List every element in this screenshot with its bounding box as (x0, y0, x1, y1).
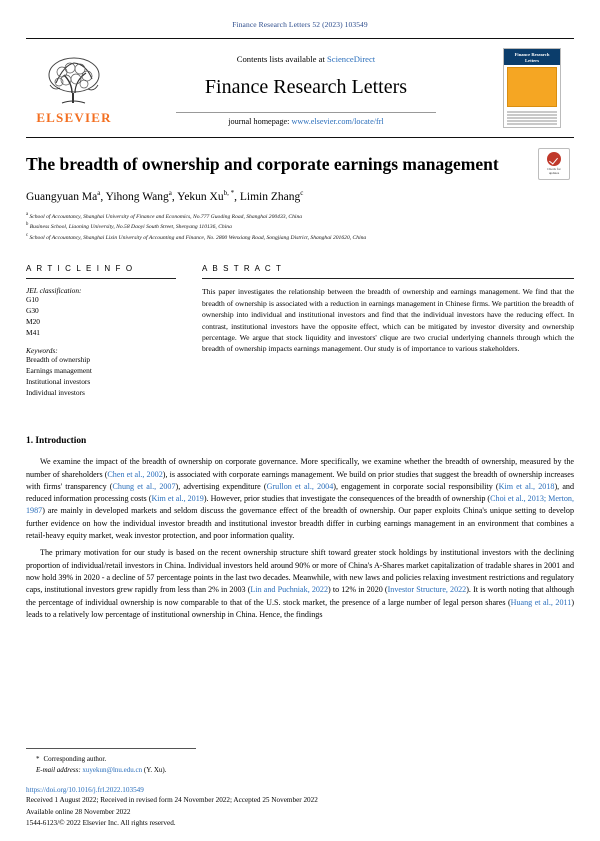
affiliation-b-marker: b (26, 222, 29, 228)
running-head: Finance Research Letters 52 (2023) 103549 (232, 20, 368, 29)
keyword: Earnings management (26, 366, 92, 376)
asterisk-icon: * (36, 755, 40, 764)
intro-paragraph-1: We examine the impact of the breadth of ownership on corporate governance. More specifically, we examine whether the breadth of ownership, measured by the number of shareholders (Chen et al., 2002), is associated with corporate earnings management. We build on prior studies that suggest the breadth of ownership increases with firms' transparency (Chung et al., 2007), advertising expenditure (Grullon et al., 2004), engagement in corporate social responsibility (Kim et al., 2018), and reduced information processing costs (Kim et al., 2019). However, prior studies that investigate the consequences of the breadth of ownership (Choi et al., 2013; Merton, 1987) are mainly in developed markets and seldom discuss the governance effect of the breadth of ownership. Our paper exploits China's unique setting to develop further evidence on how the individual investor breadth and institutional investor breadth differ in curbing earnings management in an environment that combines a retail-heavy equity market, weak investor protection, and poor information quality. (26, 457, 575, 541)
cover-artwork (507, 67, 557, 107)
crossmark-badge[interactable] (538, 148, 572, 180)
author-2-name: Yihong Wang (105, 190, 169, 203)
section-heading-introduction: 1. Introduction (26, 436, 87, 447)
affiliation-a-text: School of Accountancy, Shanghai University of Finance and Economics, No.777 Guoding Road, Shanghai 200433, China (29, 213, 303, 220)
abstract-column (202, 264, 574, 406)
author-3-affil-marker: b, * (223, 189, 235, 197)
affiliation-a (26, 211, 574, 222)
jel-code: G30 (26, 306, 39, 316)
doi-link[interactable]: https://doi.org/10.1016/j.frl.2022.103549 (26, 786, 144, 795)
cover-text-lines (504, 109, 560, 128)
abstract-rule (202, 278, 574, 279)
keyword: Institutional investors (26, 376, 91, 386)
author-4-affil-marker: c (300, 189, 304, 197)
email-note (26, 765, 574, 776)
author-4-name: Limin Zhang (239, 190, 301, 203)
affiliation-c-marker: c (26, 232, 29, 238)
keywords-label: Keywords: (26, 346, 58, 356)
author-2 (106, 191, 172, 203)
article-info-heading: A R T I C L E I N F O (26, 264, 134, 274)
jel-group (26, 286, 176, 338)
affiliation-a-marker: a (26, 211, 29, 217)
affiliation-list (26, 211, 574, 243)
author-1 (26, 191, 100, 203)
crossmark-icon (547, 152, 561, 166)
doi-link-wrap[interactable] (26, 786, 574, 794)
affiliation-b-text: Business School, Liaoning University, No.58 Daoyi South Street, Shenyang 110136, China (29, 224, 232, 231)
author-sep-1: , (100, 190, 106, 203)
page-title: The breadth of ownership and corporate earnings management (26, 154, 499, 174)
affiliation-b (26, 221, 574, 232)
title-area (26, 154, 574, 242)
contents-prefix: Contents lists available at (236, 54, 327, 64)
affiliation-c-text: School of Accountancy, Shanghai Lixin University of Accounting and Finance, No. 2800 Wenxiang Road, Songjiang District, Shanghai 201620, China (29, 234, 367, 241)
email-link[interactable]: xuyekun@lnu.edu.cn (82, 765, 143, 774)
keyword: Breadth of ownership (26, 355, 91, 365)
journal-masthead (26, 38, 574, 138)
journal-title: Finance Research Letters (204, 76, 408, 98)
jel-label: JEL classification: (26, 286, 82, 296)
cover-title-line2: Letters (524, 57, 540, 63)
jel-code: G10 (26, 295, 39, 305)
journal-homepage-line (176, 112, 436, 126)
copyright-line: 1544-6123/© 2022 Elsevier Inc. All rights reserved. (26, 819, 176, 827)
article-info-rule (26, 278, 176, 279)
author-4 (240, 191, 303, 203)
crossmark-label-line1: Check for (547, 167, 561, 171)
affiliation-c (26, 232, 574, 243)
cover-title-line1: Finance Research (514, 52, 550, 57)
article-info-column (26, 264, 176, 406)
author-list (26, 189, 574, 203)
footer-rule (26, 748, 196, 749)
email-owner: (Y. Xu). (143, 765, 167, 774)
contents-available-line (237, 54, 375, 64)
elsevier-wordmark: ELSEVIER (36, 109, 112, 125)
masthead-center (122, 39, 490, 137)
journal-homepage-link[interactable]: www.elsevier.com/locate/frl (291, 117, 384, 126)
publisher-logo (26, 39, 122, 137)
corresponding-author-text: Corresponding author. (43, 755, 107, 764)
elsevier-tree-icon (42, 55, 106, 109)
author-1-affil-marker: a (97, 189, 101, 197)
author-3-name: Yekun Xu (177, 190, 224, 203)
author-sep-2: , (171, 190, 178, 203)
author-3 (177, 191, 234, 203)
crossmark-label-line2: updates (548, 171, 560, 176)
cover-title (504, 49, 560, 65)
keyword: Individual investors (26, 387, 85, 397)
jel-code: M20 (26, 316, 40, 326)
article-history: Received 1 August 2022; Received in revised form 24 November 2022; Accepted 25 November 2022 (26, 796, 318, 805)
sciencedirect-link[interactable]: ScienceDirect (327, 54, 376, 64)
homepage-prefix: journal homepage: (228, 117, 292, 126)
abstract-text: This paper investigates the relationship between the breadth of ownership and earnings management. We find that the breadth of ownership is associated with a reduction in earnings management in Chinese firms. We partition the breadth of ownership into individual and institutional investors and find that the individual investors have the reducing effect. In contrast, institutional investors have the opposite effect, which can be mitigated by investor diversity and ownership percentage. We argue that stock liquidity and investors' clique are two crucial underlying channels through which the breadth of ownership impacts earnings management. Our study is of importance to various stakeholders. (202, 287, 574, 354)
author-sep-3: , (234, 190, 240, 203)
intro-paragraph-2: The primary motivation for our study is based on the recent ownership structure shift toward greater stock holdings by institutional investors with the declining proportion of individual/retail investors in China. Individual investors held around 90% or more of China's A-Shares market capitalization of tradable shares in 2001 and now hold 39% in 2020 - a decline of 57 percentage points in the last two decades. Meanwhile, with new laws and policies relaxing investment restrictions and regulatory caps, institutional investors grew rapidly from less than 2% in 2003 (Lin and Puchniak, 2022) to 12% in 2020 (Investor Structure, 2022). It is worth noting that although the percentage of individual ownership is now comparable to that of the U.S. stock market, the presence of a large number of legal person shares (Huang et al., 2011) leads to a relatively low percentage of institutional ownership in China. Hence, the findings (26, 548, 575, 619)
email-label: E-mail address: (36, 765, 81, 774)
author-1-name: Guangyuan Ma (26, 190, 98, 203)
keywords-group (26, 346, 176, 398)
corresponding-author-note (26, 754, 574, 765)
page-footer (26, 748, 574, 827)
abstract-heading: A B S T R A C T (202, 264, 283, 274)
author-2-affil-marker: a (168, 189, 172, 197)
info-abstract-row (26, 264, 574, 406)
journal-cover-thumb (490, 39, 574, 137)
jel-code: M41 (26, 327, 40, 337)
available-online: Available online 28 November 2022 (26, 808, 131, 817)
